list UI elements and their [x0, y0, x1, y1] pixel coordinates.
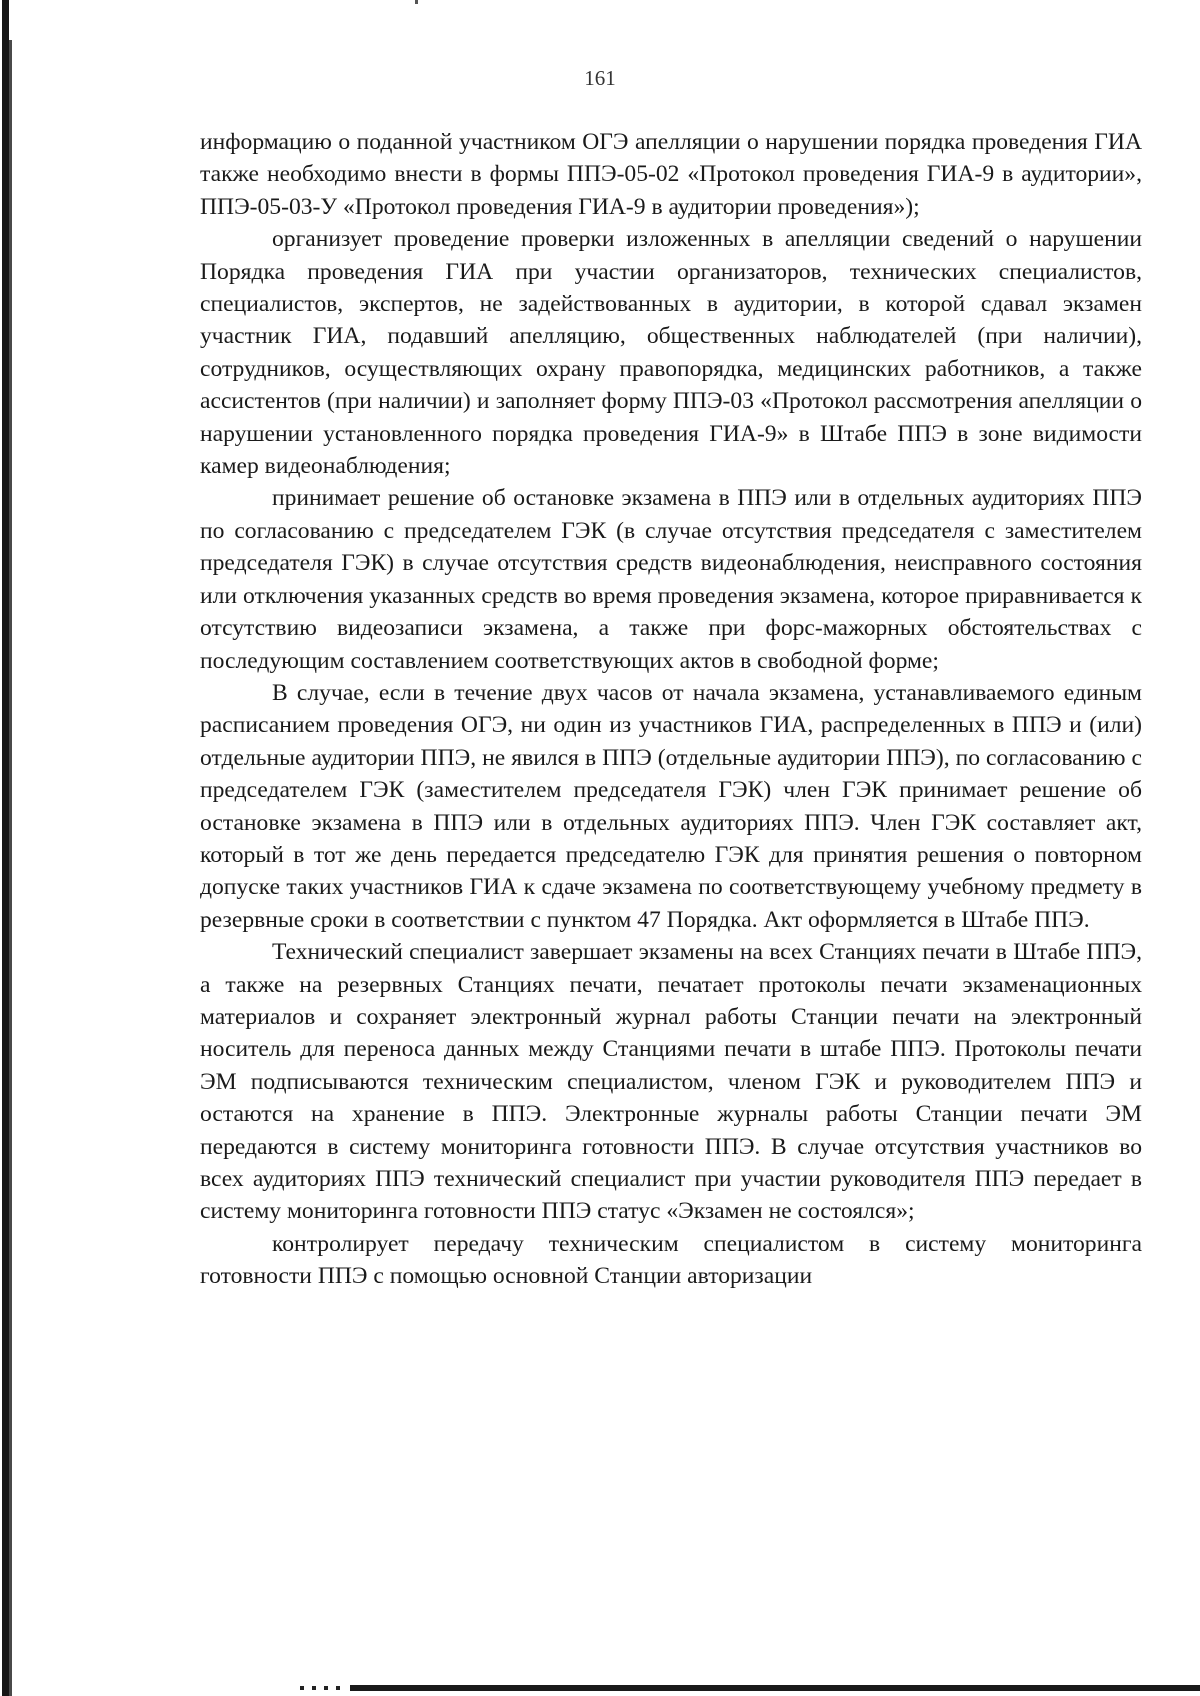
scan-bottom-edge	[350, 1685, 1200, 1691]
scan-top-mark	[415, 0, 418, 4]
scan-bottom-dots	[300, 1686, 348, 1690]
paragraph-transfer-control: контролирует передачу техническим специалистом в систему мониторинга готовности ППЭ с помощью основной Станции авторизации	[200, 1230, 1142, 1290]
document-body	[200, 126, 1142, 1293]
scan-left-shadow	[9, 40, 12, 1696]
paragraph-appeal-check: организует проведение проверки изложенных в апелляции сведений о нарушении Порядка проведения ГИА при участии организаторов, технических специалистов, специалистов, экспертов, не задействованных в аудитории, в которой сдавал экзамен участник ГИА, подавший апелляцию, общественных наблюдателей (при наличии), сотрудников, осуществляющих охрану правопорядка, медицинских работников, а также ассистентов (при наличии) и заполняет форму ППЭ-03 «Протокол рассмотрения апелляции о нарушении установленного порядка проведения ГИА-9» в Штабе ППЭ в зоне видимости камер видеонаблюдения;	[200, 226, 1142, 480]
paragraph-exam-stop: принимает решение об остановке экзамена в ППЭ или в отдельных аудиториях ППЭ по согласованию с председателем ГЭК (в случае отсутствия председателя с заместителем председателя ГЭК) в случае отсутствия средств видеонаблюдения, неисправного состояния или отключения указанных средств во время проведения экзамена, которое приравнивается к отсутствию видеозаписи экзамена, а также при форс-мажорных обстоятельствах с последующим составлением соответствующих актов в свободной форме;	[200, 485, 1142, 674]
paragraph-no-show: В случае, если в течение двух часов от начала экзамена, устанавливаемого единым расписанием проведения ОГЭ, ни один из участников ГИА, распределенных в ППЭ и (или) отдельные аудитории ППЭ, не явился в ППЭ (отдельные аудитории ППЭ), по согласованию с председателем ГЭК (заместителем председателя ГЭК) член ГЭК принимает решение об остановке экзамена в ППЭ или в отдельных аудиториях ППЭ. Член ГЭК составляет акт, который в тот же день передается председателю ГЭК для принятия решения о повторном допуске таких участников ГИА к сдаче экзамена по соответствующему учебному предмету в резервные сроки в соответствии с пунктом 47 Порядка. Акт оформляется в Штабе ППЭ.	[200, 679, 1142, 933]
page-number: 161	[584, 66, 616, 90]
scan-left-edge	[2, 0, 9, 1696]
paragraph-continuation: информацию о поданной участником ОГЭ апелляции о нарушении порядка проведения ГИА также необходимо внести в формы ППЭ-05-02 «Протокол проведения ГИА-9 в аудитории», ППЭ-05-03-У «Протокол проведения ГИА-9 в аудитории проведения»);	[200, 129, 1142, 220]
paragraph-tech-specialist: Технический специалист завершает экзамены на всех Станциях печати в Штабе ППЭ, а также на резервных Станциях печати, печатает протоколы печати экзаменационных материалов и сохраняет электронный журнал работы Станции печати на электронный носитель для переноса данных между Станциями печати в штабе ППЭ. Протоколы печати ЭМ подписываются техническим специалистом, членом ГЭК и руководителем ППЭ и остаются на хранение в ППЭ. Электронные журналы работы Станции печати ЭМ передаются в систему мониторинга готовности ППЭ. В случае отсутствия участников во всех аудиториях ППЭ технический специалист при участии руководителя ППЭ передает в систему мониторинга готовности ППЭ статус «Экзамен не состоялся»;	[200, 939, 1142, 1225]
